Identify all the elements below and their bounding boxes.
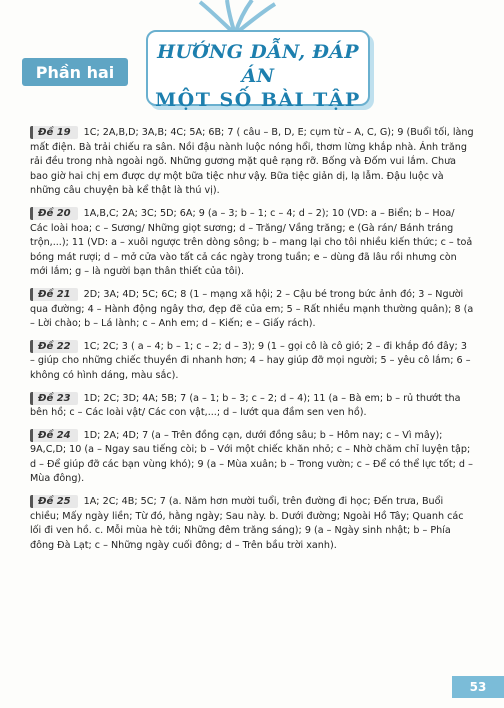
exam-badge: Đề 23 [30, 392, 78, 405]
page-number: 53 [452, 676, 504, 698]
answer-text: 2D; 3A; 4D; 5C; 6C; 8 (1 – mạng xã hội; 2 – Cậu bé trong bức ảnh đó; 3 – Người qua đường; 4 – Hành động ngây thơ, đẹp đẽ của em; 5 – Rất nhiều mạnh thường quân); 8 (a – Lời chào; b – Lá lành; c – Anh em; d – Kiến; e – Giấy rách). [30, 288, 474, 330]
answer-entry [30, 429, 474, 487]
answer-text: 1A,B,C; 2A; 3C; 5D; 6A; 9 (a – 3; b – 1; c – 4; d – 2); 10 (VD: a – Biển; b – Hoa/ Các loài hoa; c – Sương/ Những giọt sương; d – Trăng/ Vầng trăng; e (Gà rán/ Bánh tráng trộn,...); 11 (VD: a – xuôi ngược trên dòng sông; b – mang lại cho tôi nhiều kiến thức; c – toả bóng mát rượi; d – mở cửa vào tất cả các ngày trong tuần; e – dùng đã lâu rồi nhưng còn mới lắm; g – là người bạn thân thiết của tôi). [30, 207, 473, 278]
answer-entry [30, 392, 474, 421]
title-line-2: MỘT SỐ BÀI TẬP [155, 89, 361, 111]
title-box [146, 30, 370, 111]
answer-text: 1D; 2A; 4D; 7 (a – Trên đồng cạn, dưới đồng sâu; b – Hôm nay; c – Vì mây); 9A,C,D; 10 (a – Ngay sau tiếng còi; b – Với một chiếc khăn nhỏ; c – Nhờ chăm chỉ luyện tập; d – Để giúp đỡ các bạn vùng khó); 9 (a – Mùa xuân; b – Trong vườn; c – Để có thể lực tốt; d – Mùa đông). [30, 429, 473, 485]
exam-badge: Đề 24 [30, 429, 78, 442]
answer-entry [30, 126, 474, 199]
answer-text: 1D; 2C; 3D; 4A; 5B; 7 (a – 1; b – 3; c – 2; d – 4); 11 (a – Bà em; b – rủ thướt tha bên hồ; c – Các loài vật/ Các con vật,...; d – lướt qua đầm sen ven hồ). [30, 392, 461, 419]
answer-text: 1C; 2A,B,D; 3A,B; 4C; 5A; 6B; 7 ( câu – B, D, E; cụm từ – A, C, G); 9 (Buổi tối, làng mất điện. Bà trải chiếu ra sân. Nồi đậu nành luộc nóng hổi, thơm lừng khắp nhà. Ánh trăng rải đều trong nhà ngoài ngõ. Những gương mặt quê rạng rỡ. Bống và Đốm vui lắm. Chưa bao giờ hai chị em được dự một bữa tiệc như vậy. Bữa tiệc giản dị, lạ lẫm. Đậu luộc và những câu chuyện bà kể thật là thú vị). [30, 127, 474, 197]
answer-list [30, 126, 474, 561]
exam-badge: Đề 22 [30, 340, 78, 353]
answer-entry [30, 288, 474, 332]
exam-badge: Đề 20 [30, 207, 78, 220]
answer-entry [30, 495, 474, 553]
answer-entry [30, 207, 474, 280]
answer-text: 1A; 2C; 4B; 5C; 7 (a. Năm hơn mười tuổi, trên đường đi học; Đến trưa, Buổi chiều; Mấy ngày liền; Từ đó, hằng ngày; Sau này. b. Dưới đường; Ngoài Hồ Tây; Quanh các lối đi ven hồ. c. Mỗi mùa hè tới; Những đêm trăng sáng); 9 (a – Ngày sinh nhật; b – Phía đông Đà Lạt; c – Những ngày cuối đông; d – Trên bầu trời xanh). [30, 496, 464, 551]
title-line-1: HƯỚNG DẪN, ĐÁP ÁN [157, 41, 359, 87]
exam-badge: Đề 21 [30, 288, 78, 301]
exam-badge: Đề 25 [30, 495, 78, 508]
section-label: Phần hai [22, 58, 128, 86]
answer-entry [30, 340, 474, 384]
exam-badge: Đề 19 [30, 126, 78, 139]
header [0, 0, 504, 120]
answer-text: 1C; 2C; 3 ( a – 4; b – 1; c – 2; d – 3); 9 (1 – gọi cô là cô gió; 2 – đi khắp đó đây; 3 – giúp cho những chiếc thuyền đi nhanh hơn; 4 – hay giúp đỡ mọi người; 5 – yêu cô lắm; 6 – không có hình dáng, màu sắc). [30, 340, 471, 381]
